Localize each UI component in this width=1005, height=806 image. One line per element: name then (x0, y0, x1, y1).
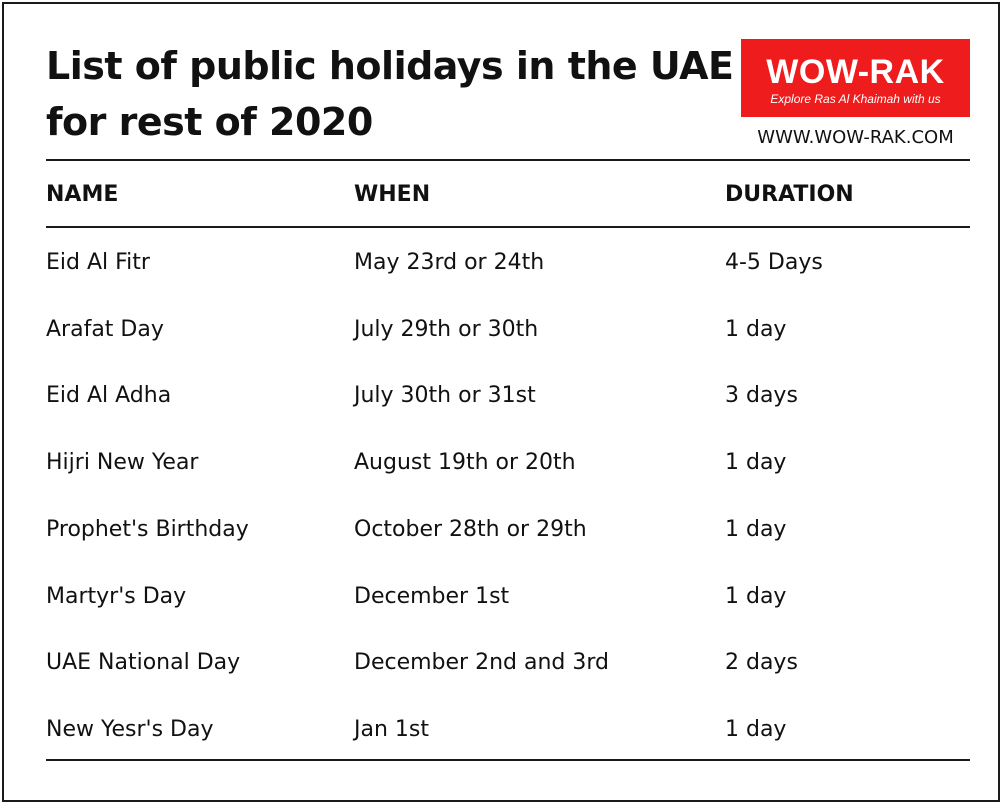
divider-top (46, 159, 970, 161)
column-header-when: WHEN (354, 182, 431, 207)
divider-header (46, 226, 970, 228)
holiday-when: December 2nd and 3rd (354, 650, 609, 675)
holiday-when: December 1st (354, 584, 510, 609)
page-title (46, 38, 746, 150)
holiday-duration: 1 day (725, 717, 787, 742)
holiday-duration: 1 day (725, 450, 787, 475)
holiday-duration: 3 days (725, 383, 798, 408)
holiday-name: Prophet's Birthday (46, 517, 249, 542)
holiday-name: Arafat Day (46, 317, 164, 342)
website-url: WWW.WOW-RAK.COM (757, 127, 954, 148)
logo-name: WOW-RAK (766, 53, 945, 91)
holiday-duration: 4-5 Days (725, 250, 823, 275)
holiday-name: Eid Al Fitr (46, 250, 150, 275)
holiday-name: Eid Al Adha (46, 383, 172, 408)
holiday-duration: 2 days (725, 650, 798, 675)
title-line-1: List of public holidays in the UAE (46, 44, 734, 88)
holiday-when: Jan 1st (354, 717, 429, 742)
holiday-when: July 29th or 30th (354, 317, 539, 342)
holiday-name: UAE National Day (46, 650, 241, 675)
holiday-duration: 1 day (725, 317, 787, 342)
holiday-duration: 1 day (725, 584, 787, 609)
logo-tagline: Explore Ras Al Khaimah with us (770, 92, 941, 106)
divider-bottom (46, 759, 970, 761)
title-line-2: for rest of 2020 (46, 100, 373, 144)
wow-rak-logo (741, 39, 970, 117)
holiday-when: July 30th or 31st (354, 383, 536, 408)
column-header-name: NAME (46, 182, 119, 207)
column-header-duration: DURATION (725, 182, 854, 207)
holiday-name: Hijri New Year (46, 450, 199, 475)
holiday-name: Martyr's Day (46, 584, 187, 609)
holiday-when: May 23rd or 24th (354, 250, 545, 275)
holiday-name: New Yesr's Day (46, 717, 214, 742)
holiday-when: August 19th or 20th (354, 450, 576, 475)
holiday-duration: 1 day (725, 517, 787, 542)
holiday-when: October 28th or 29th (354, 517, 587, 542)
